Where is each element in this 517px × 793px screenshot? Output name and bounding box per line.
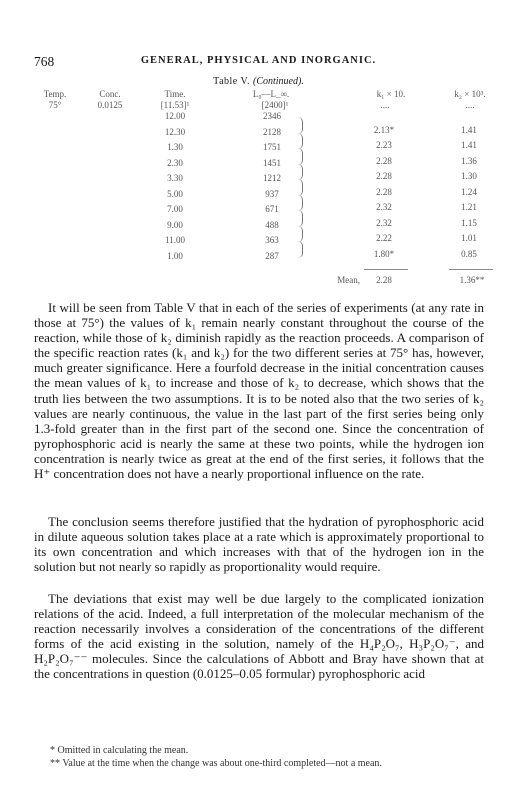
k1-cell: 2.28 (376, 171, 392, 182)
col-head-conc: Conc. (99, 89, 121, 99)
k1-cell: 2.22 (376, 233, 392, 244)
diff-cell: 488 (265, 219, 279, 230)
k1-cell: 1.80* (373, 248, 395, 259)
diff-cell: 1212 (263, 173, 281, 183)
time-cell: 12.30 (164, 126, 186, 137)
paragraph-1 (34, 300, 484, 481)
diff-cell: 1751 (263, 142, 281, 152)
time-cell: 3.30 (167, 173, 183, 183)
mean-rule-k1 (364, 269, 408, 270)
k2-cell: 0.85 (461, 248, 477, 259)
k1-cell: 2.32 (376, 202, 392, 213)
time-cell: 9.00 (167, 219, 183, 230)
col-head-diff: L₀—L_∞. (252, 89, 290, 99)
paragraph-3 (34, 591, 484, 682)
k1-cell-first: .... (380, 100, 390, 110)
diff-cell: 2128 (263, 126, 281, 137)
k1-cell: 2.23 (376, 140, 392, 151)
paragraph-2-text: The conclusion seems therefore justified that the hydration of pyrophosphoric acid in dilute aqueous solution takes place at a rate which is approximately proportional to its own concentration and which increases with that of the hydrogen ion in the solution but not nearly so rapidly as proportionality would require. (34, 514, 484, 575)
diff-cell: 2346 (263, 111, 281, 121)
k1-cell: 2.28 (376, 155, 392, 166)
k2-cell: 1.01 (461, 233, 477, 244)
temp-value: 75° (48, 100, 62, 110)
k2-cell: 1.24 (461, 186, 477, 197)
k2-cell: 1.15 (461, 217, 477, 228)
diff-cell: 1451 (263, 157, 281, 168)
diff-cell: 937 (265, 188, 279, 199)
col-head-temp: Temp. (43, 89, 67, 99)
running-head: GENERAL, PHYSICAL AND INORGANIC. (140, 55, 377, 66)
time-cell-first: [11.53]¹ (160, 100, 190, 110)
footnote-2: ** Value at the time when the change was about one-third completed—not a mean. (50, 757, 382, 769)
pair-brace (298, 164, 303, 181)
mean-k2: 1.36** (459, 275, 485, 285)
table-title (0, 76, 517, 87)
mean-k1: 2.28 (376, 275, 392, 285)
table-title-prefix: Table V. (213, 76, 250, 87)
pair-brace (298, 179, 303, 196)
mean-rule-k2 (449, 269, 493, 270)
time-cell: 1.00 (167, 250, 183, 261)
k2-cell: 1.21 (461, 202, 477, 213)
paragraph-2 (34, 514, 484, 574)
pair-brace (298, 195, 303, 212)
pair-brace (298, 210, 303, 227)
time-cell: 5.00 (167, 188, 183, 199)
diff-cell: 671 (265, 204, 279, 214)
pair-brace (298, 117, 303, 134)
mean-label: Mean, (337, 275, 360, 285)
table-title-suffix: (Continued). (253, 76, 304, 87)
k1-cell: 2.13* (373, 124, 395, 135)
pair-brace (298, 133, 303, 150)
col-head-k2: k₂ × 10³. (454, 89, 486, 99)
pair-brace (298, 226, 303, 243)
k2-cell: 1.41 (461, 124, 477, 135)
footnotes (34, 745, 484, 770)
col-head-k1: k₁ × 10. (376, 89, 406, 99)
k2-cell: 1.30 (461, 171, 477, 182)
footnote-1: * Omitted in calculating the mean. (50, 745, 189, 756)
diff-cell-first: [2400]¹ (261, 100, 289, 110)
time-cell: 12.00 (164, 111, 186, 121)
k1-cell: 2.28 (376, 186, 392, 197)
k2-cell-first: .... (465, 100, 475, 110)
conc-value: 0.0125 (97, 100, 123, 110)
k2-cell: 1.36 (461, 155, 477, 166)
time-cell: 1.30 (167, 142, 183, 152)
diff-cell: 287 (265, 250, 279, 261)
col-head-time: Time. (164, 89, 186, 99)
diff-cell: 363 (265, 235, 279, 245)
page-header (0, 54, 517, 72)
k2-cell: 1.41 (461, 140, 477, 151)
pair-brace (298, 241, 303, 258)
page-number: 768 (34, 54, 55, 69)
time-cell: 2.30 (167, 157, 183, 168)
pair-brace (298, 148, 303, 165)
paragraph-1-text: It will be seen from Table V that in each of the series of experiments (at any rate in those at 75°) the values of k₁ remain nearly constant throughout the course of the reaction, while those of k₂ diminish rapidly as the reaction proceeds. A comparison of the specific reaction rates (k₁ and k₂) for the two different series at 75° has, however, much greater significance. Here a fourfold decrease in the initial concentration causes the mean values of k₁ to increase and those of k₂ to decrease, which shows that the truth lies between the two assumptions. It is to be noted also that the two series of k₂ values are nearly continuous, the value in the last part of the first series being only 1.3-fold greater than in the first part of the second one. Since the concentration of pyrophosphoric acid is nearly the same at these two points, while the hydrogen ion concentration is nearly twice as great at the end of the first series, it follows that the H⁺ concentration does not have a nearly proportional influence on the rate. (34, 300, 484, 482)
time-cell: 11.00 (165, 235, 185, 245)
data-table (0, 89, 517, 294)
k1-cell: 2.32 (376, 217, 392, 228)
time-cell: 7.00 (167, 204, 183, 214)
paragraph-3-text: The deviations that exist may well be due largely to the complicated ionization relations of the acid. Indeed, a full interpretation of the molecular mechanism of the reaction necessarily involves a consideration of the concentrations of the different forms of the acid existing in the solution, namely of the H₄P₂O₇, H₃P₂O₇⁻, and H₂P₂O₇⁻⁻ molecules. Since the calculations of Abbott and Bray have shown that at the concentrations in question (0.0125–0.05 formular) pyrophosphoric acid (34, 591, 484, 682)
